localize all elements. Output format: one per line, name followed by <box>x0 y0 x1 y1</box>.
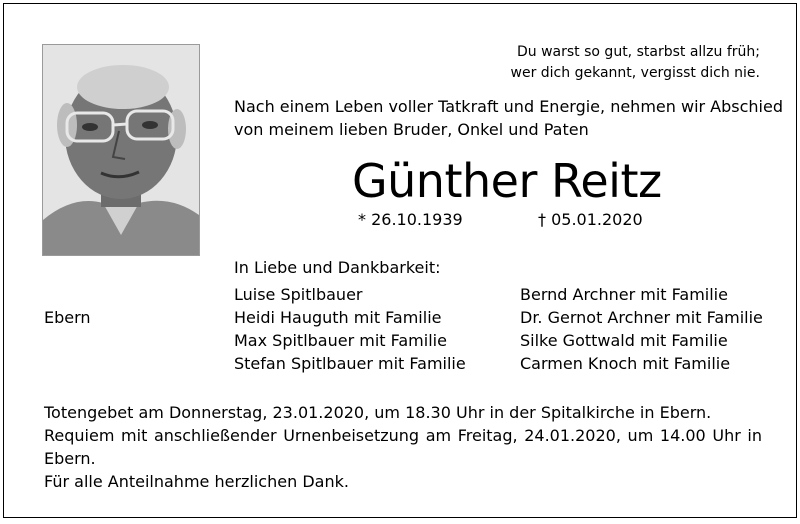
mourners-place: Ebern <box>44 308 91 327</box>
mourner-name: Stefan Spitlbauer mit Familie <box>234 354 466 373</box>
mourner-name: Luise Spitlbauer <box>234 285 363 304</box>
mourners-list-left <box>234 283 466 375</box>
farewell-intro <box>234 95 783 141</box>
death-date: † 05.01.2020 <box>538 210 643 229</box>
memorial-verse <box>511 42 760 84</box>
thanks-line: Für alle Anteilnahme herzlichen Dank. <box>44 472 349 491</box>
mourner-name: Carmen Knoch mit Familie <box>520 354 731 373</box>
portrait-photo <box>42 44 200 256</box>
mourner-name: Bernd Archner mit Familie <box>520 285 728 304</box>
service-information <box>44 401 762 493</box>
intro-line-1: Nach einem Leben voller Tatkraft und Energie, nehmen wir Abschied <box>234 97 783 116</box>
life-dates <box>358 210 643 230</box>
birth-date: * 26.10.1939 <box>358 210 463 229</box>
mourner-name: Silke Gottwald mit Familie <box>520 331 728 350</box>
verse-line-2: wer dich gekannt, vergisst dich nie. <box>510 65 760 81</box>
obituary-notice <box>3 3 797 518</box>
mourner-name: Heidi Hauguth mit Familie <box>234 308 442 327</box>
prayer-service: Totengebet am Donnerstag, 23.01.2020, um 18.30 Uhr in der Spitalkirche in Ebern. <box>44 403 712 422</box>
intro-line-2: von meinem lieben Bruder, Onkel und Paten <box>234 120 589 139</box>
mourners-list-right <box>520 283 763 375</box>
deceased-name: Günther Reitz <box>352 154 662 208</box>
mourners-heading: In Liebe und Dankbarkeit: <box>234 258 441 277</box>
mourner-name: Dr. Gernot Archner mit Familie <box>520 308 763 327</box>
requiem-service: Requiem mit anschließender Urnenbeisetzung am Freitag, 24.01.2020, um 14.00 Uhr in Ebern. <box>44 426 762 468</box>
verse-line-1: Du warst so gut, starbst allzu früh; <box>517 44 760 60</box>
mourner-name: Max Spitlbauer mit Familie <box>234 331 447 350</box>
